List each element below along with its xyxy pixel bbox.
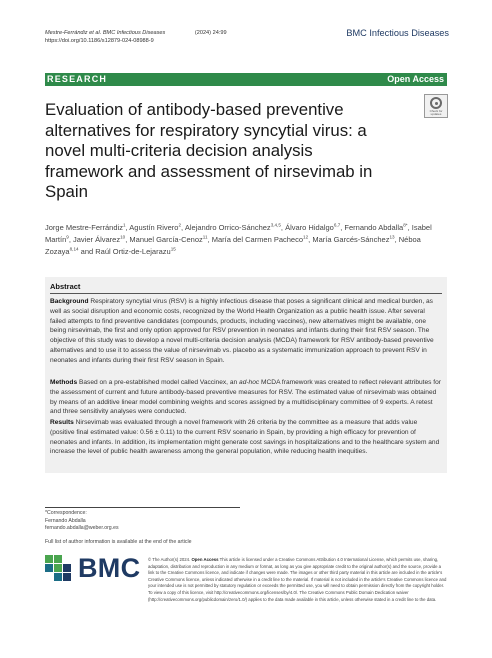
author-name: María Garcés-Sánchez [312, 235, 390, 244]
bmc-logo-mark-icon [45, 555, 73, 583]
author-name: Raúl Ortiz-de-Lejarazu [95, 247, 171, 256]
open-access-label: Open Access [387, 74, 444, 84]
abstract-background [50, 297, 442, 366]
abstract-heading: Abstract [50, 282, 81, 291]
author-separator: , [125, 235, 130, 244]
methods-label: Methods [50, 379, 78, 386]
author-name: Isabel Martín [45, 223, 432, 244]
author-name: Javier Álvarez [73, 235, 121, 244]
license-copyright: © The Author(s) 2024. [148, 557, 191, 562]
author-name: María del Carmen Pacheco [211, 235, 304, 244]
crossmark-icon [430, 97, 442, 109]
footnotes [45, 510, 191, 546]
author-separator: , [181, 223, 185, 232]
author-separator: , [407, 223, 412, 232]
author-separator: , [68, 235, 73, 244]
abstract-methods [50, 378, 442, 417]
check-for-updates-badge[interactable] [424, 94, 448, 118]
author-affiliation-marker: 3,4,5 [270, 222, 281, 228]
background-label: Background [50, 298, 89, 305]
abstract-divider [50, 293, 442, 294]
citation [45, 29, 227, 45]
author-affiliation-marker: 1 [122, 222, 126, 228]
author-name: Néboa Zozaya [45, 235, 421, 256]
author-affiliation-marker: 12 [303, 234, 309, 240]
bmc-logo-text: BMC [78, 553, 141, 583]
license-text: This article is licensed under a Creative Commons Attribution 4.0 International License, which permits use, sharing, adaptation, distribution and reproduction in any medium or format, as long as you give appropriate credit to the original author(s) and the source, provide a link to the Creative Commons licence, and indicate if changes were made. The images or other third party material in this article are included in the article's Creative Commons licence, unless indicated otherwise in a credit line to the material. If material is not included in the article's Creative Commons licence and your intended use is not permitted by statutory regulation or exceeds the permitted use, you will need to obtain permission directly from the copyright holder. To view a copy of this licence, visit http://creativecommons.org/licenses/by/4.0/. The Creative Commons Public Domain Dedication waiver (http://creativecommons.org/publicdomain/zero/1.0/) applies to the data made available in this article, unless otherwise stated in a credit line to the data. [148, 557, 447, 602]
background-text: Respiratory syncytial virus (RSV) is a highly infectious disease that poses a significant clinical and medical burden, as well as social disruption and economic costs, recognized by the World Health Organization as a public health issue. After several failed attempts to find preventive candidates (compounds, products, including vaccines), new alternatives might be available, one being nirsevimab, the first and only option approved for RSV prevention in neonates and infants during their first RSV season. The objective of this study was to develop a novel multi-criteria decision analysis (MCDA) framework for RSV antibody-based preventive alternatives and to use it to assess the value of nirsevimab vs. placebo as a systematic immunization approach to prevent RSV in neonates and infants during their first RSV season in Spain. [50, 298, 434, 364]
citation-year-volume: (2024) 24:99 [194, 30, 227, 36]
abstract-box [45, 277, 447, 473]
author-affiliation-marker: 10 [120, 234, 126, 240]
author-separator: , [207, 235, 212, 244]
author-affiliation-marker: 9 [66, 234, 69, 240]
correspondence-label: *Correspondence: [45, 510, 87, 516]
author-information-note: Full list of author information is available at the end of the article [45, 538, 192, 545]
correspondence-name: Fernando Abdalla [45, 517, 86, 524]
section-label: RESEARCH [47, 74, 108, 84]
citation-authors: Mestre-Ferrándiz et al. [45, 30, 102, 36]
author-separator: and [78, 247, 96, 256]
article-title: Evaluation of antibody-based preventive alternatives for respiratory syncytial virus: a novel multi-criteria decision analysis framework and assessment of nirsevimab in Spain [45, 100, 373, 201]
journal-name: BMC Infectious Diseases [346, 28, 449, 38]
author-affiliation-marker: 15 [170, 246, 176, 252]
author-separator: , [394, 235, 399, 244]
author-separator: , [280, 223, 286, 232]
author-name: Jorge Mestre-Ferrándiz [45, 223, 123, 232]
results-text: Nirsevimab was evaluated through a novel framework with 26 criteria by the committee as a measure that adds value (positive final estimated value: 0.56 ± 0.11) to the current RSV scenario in Spain, by providing a high efficacy for prevention of neonates and infants. In addition, its implementation might generate cost savings in hospitalizations and to the healthcare system and increase the level of public health awareness among the general population, while reducing health inequities. [50, 419, 440, 456]
author-affiliation-marker: 8* [403, 222, 408, 228]
doi-link[interactable]: https://doi.org/10.1186/s12879-024-08988-9 [45, 38, 154, 44]
author-affiliation-marker: 11 [202, 234, 208, 240]
license-open-access-label: Open Access [191, 557, 219, 562]
author-name: Alejandro Orrico-Sánchez [184, 223, 271, 232]
author-name: Fernando Abdalla [344, 223, 404, 232]
license-statement [148, 557, 448, 603]
author-affiliation-marker: 8,14 [69, 246, 79, 252]
author-affiliation-marker: 13 [389, 234, 395, 240]
author-name: Manuel García-Cenoz [129, 235, 203, 244]
correspondence-email[interactable]: fernando.abdalla@weber.org.es [45, 525, 119, 532]
author-affiliation-marker: 6,7 [333, 222, 341, 228]
abstract-results [50, 418, 442, 457]
methods-text-1: Based on a pre-established model called Vaccinex, an [78, 379, 238, 386]
bmc-logo [45, 552, 140, 582]
check-for-updates-label: Check for updates [429, 109, 443, 117]
article-type-banner [45, 73, 447, 86]
methods-text-2: MCDA framework was created to reflect relevant attributes for the assessment of current and future antibody-based preventive measures for RSV. The estimated value of nirsevimab was obtained by means of an additive linear model combining weights and scores assigned by a multidisciplinary committee of 9 experts. A retest and three sensitivity analyses were conducted. [50, 379, 441, 416]
author-affiliation-marker: 2 [178, 222, 182, 228]
methods-text-italic: ad-hoc [239, 379, 260, 386]
author-separator: , [340, 223, 345, 232]
citation-journal: BMC Infectious Diseases [102, 30, 166, 36]
author-list [45, 222, 447, 258]
author-separator: , [308, 235, 313, 244]
footnote-divider [45, 507, 240, 508]
author-separator: , [125, 223, 130, 232]
results-label: Results [50, 419, 74, 426]
author-name: Álvaro Hidalgo [285, 223, 334, 232]
author-name: Agustín Rivero [129, 223, 179, 232]
